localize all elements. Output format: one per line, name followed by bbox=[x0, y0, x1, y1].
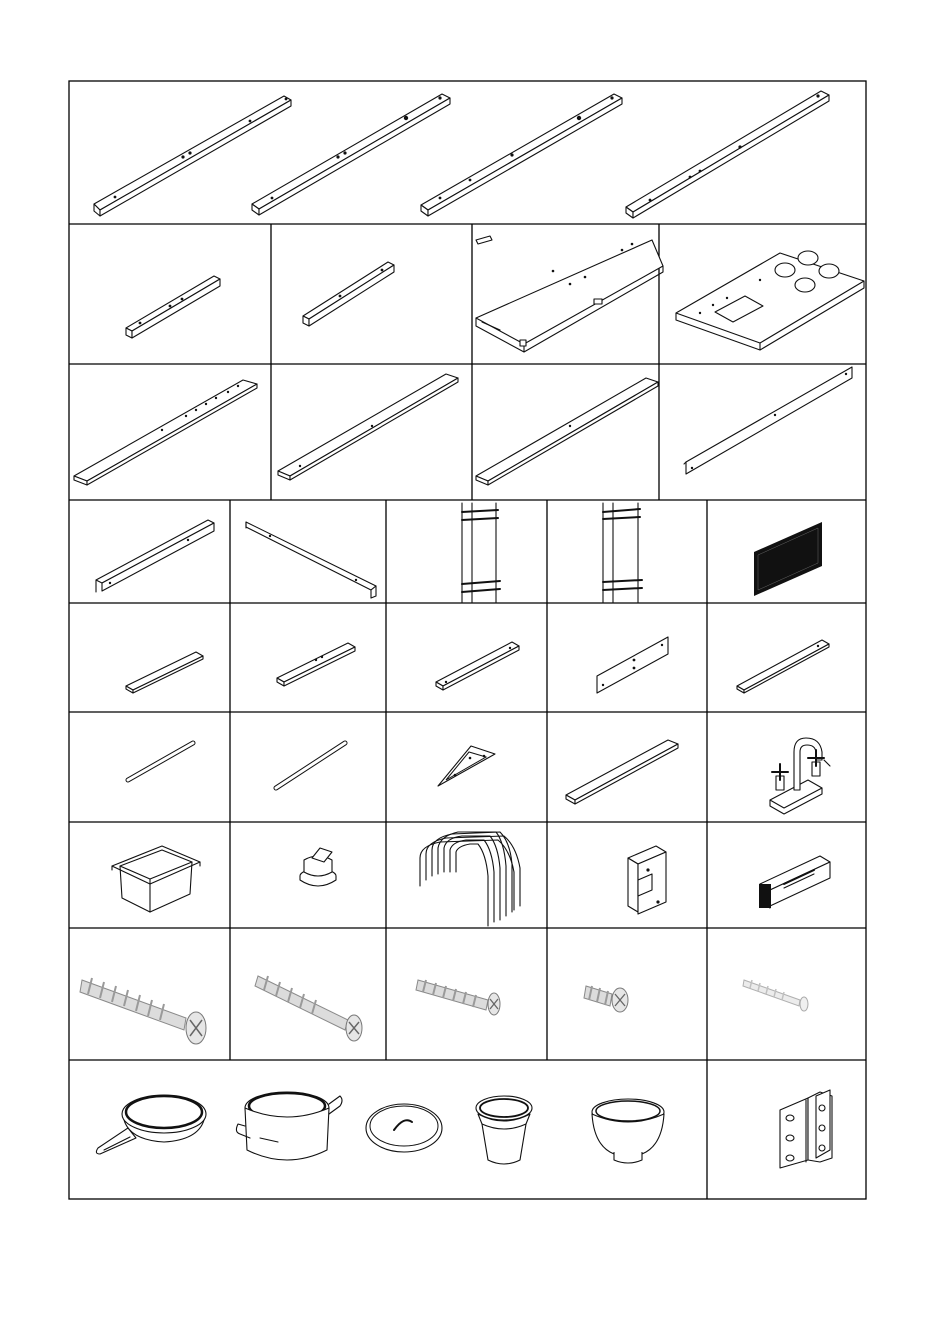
short-plate-3 bbox=[436, 642, 519, 690]
control-knob bbox=[300, 848, 336, 886]
short-plate-1 bbox=[126, 652, 203, 693]
short-plate-5 bbox=[737, 640, 829, 693]
wire-clips bbox=[420, 832, 520, 926]
side-frame-2 bbox=[603, 503, 642, 603]
back-strip bbox=[684, 367, 852, 474]
screw-4 bbox=[584, 986, 628, 1012]
sink-basin bbox=[112, 846, 200, 912]
long-rail-2 bbox=[252, 94, 450, 215]
flat-strip-3 bbox=[476, 378, 658, 485]
pot-lid bbox=[366, 1104, 442, 1152]
bowl bbox=[592, 1099, 664, 1163]
top-panel-with-burners bbox=[676, 251, 864, 350]
short-plate-4 bbox=[597, 637, 668, 693]
long-plate bbox=[566, 740, 678, 804]
bottom-panel bbox=[476, 236, 663, 352]
long-rail-4 bbox=[626, 91, 829, 218]
frying-pan bbox=[96, 1095, 206, 1154]
short-rail-1 bbox=[126, 276, 220, 338]
screw-3 bbox=[416, 980, 500, 1015]
clamp-bracket bbox=[628, 846, 666, 914]
angle-bar-2 bbox=[246, 522, 376, 598]
angle-bar-1 bbox=[96, 520, 214, 592]
flat-strip-1 bbox=[74, 380, 257, 485]
screw-5 bbox=[743, 980, 808, 1011]
faucet bbox=[770, 738, 830, 814]
short-rail-2 bbox=[303, 262, 394, 326]
flat-strip-2 bbox=[278, 374, 458, 480]
latch-bracket bbox=[759, 856, 830, 908]
hinge bbox=[780, 1090, 832, 1168]
rod-2 bbox=[276, 743, 345, 788]
vent-grille bbox=[754, 522, 822, 596]
rod-1 bbox=[128, 743, 193, 780]
short-plate-2 bbox=[277, 643, 355, 686]
side-frame-1 bbox=[462, 503, 500, 603]
screw-1 bbox=[80, 978, 206, 1044]
screw-2 bbox=[255, 976, 362, 1041]
long-rail-3 bbox=[421, 94, 622, 216]
triangle-bracket bbox=[438, 746, 495, 786]
cooking-pot bbox=[236, 1092, 342, 1160]
flower-pot bbox=[476, 1096, 532, 1164]
